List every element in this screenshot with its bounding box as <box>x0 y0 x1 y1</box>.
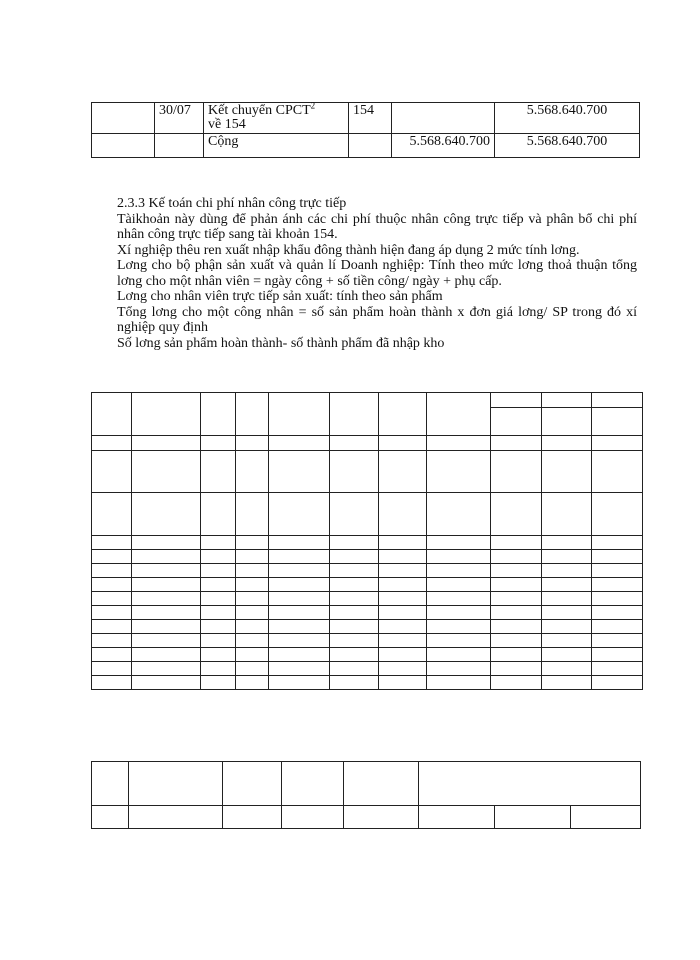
grid-cell <box>542 634 592 648</box>
grid-cell <box>92 493 132 536</box>
grid-cell <box>201 493 236 536</box>
grid-cell <box>330 550 379 564</box>
grid-cell <box>269 393 330 436</box>
grid-cell <box>542 648 592 662</box>
grid-cell <box>201 393 236 436</box>
grid-cell <box>592 493 643 536</box>
grid-cell <box>379 536 427 550</box>
grid-cell <box>379 564 427 578</box>
grid-cell <box>330 578 379 592</box>
grid-cell <box>330 648 379 662</box>
grid-cell <box>592 451 643 493</box>
grid-cell <box>92 634 132 648</box>
grid-cell <box>491 620 542 634</box>
grid-cell <box>132 536 201 550</box>
grid-cell <box>201 662 236 676</box>
grid-cell <box>491 493 542 536</box>
grid-cell <box>542 606 592 620</box>
grid-cell <box>92 578 132 592</box>
grid-cell <box>491 662 542 676</box>
grid-cell <box>236 451 269 493</box>
grid-cell <box>132 550 201 564</box>
grid-cell <box>92 592 132 606</box>
grid-cell <box>201 578 236 592</box>
grid-cell <box>592 620 643 634</box>
grid-cell <box>201 606 236 620</box>
grid-cell <box>491 592 542 606</box>
paragraph: Lơng cho bộ phận sản xuất và quản lí Doanh nghiệp: Tính theo mức lơng thoả thuận tổng lơng cho một nhân viên = ngày công + số tiền công/ ngày + phụ cấp. <box>117 258 637 289</box>
ledger-date: 30/07 <box>155 103 204 134</box>
grid-cell <box>491 564 542 578</box>
grid-cell <box>92 606 132 620</box>
ledger-table <box>91 102 640 158</box>
grid-cell <box>427 493 491 536</box>
ledger-account <box>349 134 392 158</box>
grid-cell <box>379 648 427 662</box>
grid-row <box>92 578 643 592</box>
grid-cell <box>542 451 592 493</box>
grid-row <box>92 536 643 550</box>
grid-cell <box>269 606 330 620</box>
grid-cell <box>379 393 427 436</box>
grid-cell <box>427 634 491 648</box>
grid-cell <box>571 806 641 829</box>
grid-cell <box>92 564 132 578</box>
grid-cell <box>592 606 643 620</box>
grid-cell <box>379 451 427 493</box>
grid-cell <box>132 634 201 648</box>
grid-cell <box>132 393 201 436</box>
grid-cell <box>542 493 592 536</box>
grid-cell <box>92 676 132 690</box>
grid-cell <box>201 564 236 578</box>
ledger-description <box>204 100 349 134</box>
grid-cell <box>330 436 379 451</box>
grid-row <box>92 592 643 606</box>
grid-cell <box>379 578 427 592</box>
paragraph: Lơng cho nhân viên trực tiếp sản xuất: tính theo sản phẩm <box>117 289 443 304</box>
grid-row <box>92 676 643 690</box>
grid-cell <box>269 592 330 606</box>
grid-cell <box>132 493 201 536</box>
grid-cell <box>491 408 542 436</box>
grid-cell <box>236 436 269 451</box>
grid-cell <box>132 648 201 662</box>
grid-cell <box>542 393 592 408</box>
grid-cell <box>236 536 269 550</box>
grid-cell <box>592 393 643 408</box>
grid-cell <box>92 648 132 662</box>
grid-cell <box>427 451 491 493</box>
grid-cell <box>542 578 592 592</box>
grid-cell <box>269 578 330 592</box>
grid-cell <box>427 578 491 592</box>
grid-cell <box>427 648 491 662</box>
grid-cell <box>427 564 491 578</box>
grid-cell <box>592 536 643 550</box>
grid-cell <box>491 451 542 493</box>
grid-cell <box>129 806 223 829</box>
grid-cell <box>427 662 491 676</box>
ledger-credit: 5.568.640.700 <box>495 103 640 134</box>
ledger-description-text: Kết chuyển CPCT <box>208 103 311 118</box>
grid-cell <box>129 762 223 806</box>
grid-cell <box>269 634 330 648</box>
grid-cell <box>92 536 132 550</box>
grid-cell <box>330 393 379 436</box>
grid-cell <box>491 393 542 408</box>
grid-cell <box>542 408 592 436</box>
ledger-debit: 5.568.640.700 <box>392 134 495 158</box>
grid-cell <box>236 634 269 648</box>
ledger-row <box>92 134 640 158</box>
grid-cell <box>427 550 491 564</box>
ledger-footnote-mark: 2 <box>310 100 316 111</box>
grid-row <box>92 564 643 578</box>
grid-cell <box>344 806 419 829</box>
grid-cell <box>379 550 427 564</box>
grid-cell <box>236 662 269 676</box>
ledger-row <box>92 103 640 134</box>
grid-cell <box>427 436 491 451</box>
grid-row <box>92 662 643 676</box>
grid-cell <box>592 564 643 578</box>
grid-cell <box>491 676 542 690</box>
ledger-description <box>204 134 349 158</box>
grid-cell <box>542 436 592 451</box>
grid-cell <box>132 676 201 690</box>
grid-cell <box>379 493 427 536</box>
payroll-grid <box>91 392 643 690</box>
grid-cell <box>282 762 344 806</box>
grid-cell <box>330 536 379 550</box>
grid-cell <box>419 762 641 806</box>
grid-cell <box>542 550 592 564</box>
grid-cell <box>542 592 592 606</box>
grid-cell <box>269 493 330 536</box>
grid-cell <box>92 762 129 806</box>
grid-cell <box>592 592 643 606</box>
grid-cell <box>542 536 592 550</box>
grid-cell <box>379 436 427 451</box>
grid-cell <box>330 676 379 690</box>
grid-cell <box>592 550 643 564</box>
grid-cell <box>269 564 330 578</box>
ledger-cell <box>92 103 155 134</box>
ledger-credit: 5.568.640.700 <box>495 134 640 158</box>
grid-cell <box>427 676 491 690</box>
grid-cell <box>201 592 236 606</box>
grid-cell <box>201 634 236 648</box>
grid-cell <box>491 606 542 620</box>
grid-cell <box>592 676 643 690</box>
grid-cell <box>491 536 542 550</box>
grid-cell <box>132 620 201 634</box>
paragraph: Số lơng sản phẩm hoàn thành- số thành phẩm đã nhập kho <box>117 335 445 351</box>
section-heading: 2.3.3 Kế toán chi phí nhân công trực tiếp <box>117 196 347 211</box>
grid-cell <box>379 676 427 690</box>
grid-cell <box>592 634 643 648</box>
grid-cell <box>269 648 330 662</box>
grid-cell <box>269 550 330 564</box>
grid-cell <box>491 634 542 648</box>
grid-cell <box>236 676 269 690</box>
grid-cell <box>427 620 491 634</box>
grid-cell <box>427 606 491 620</box>
grid-row <box>92 648 643 662</box>
grid-cell <box>223 806 282 829</box>
grid-cell <box>344 762 419 806</box>
grid-cell <box>491 550 542 564</box>
grid-cell <box>92 436 132 451</box>
grid-cell <box>92 393 132 436</box>
grid-cell <box>427 592 491 606</box>
grid-cell <box>330 592 379 606</box>
grid-cell <box>201 536 236 550</box>
paragraph: Tàikhoản này dùng để phản ánh các chi phí thuộc nhân công trực tiếp và phân bổ chi phí nhân công trực tiếp sang tài khoản 154. <box>117 211 637 242</box>
grid-cell <box>592 436 643 451</box>
grid-cell <box>379 592 427 606</box>
grid-cell <box>379 606 427 620</box>
grid-row <box>92 634 643 648</box>
grid-cell <box>427 536 491 550</box>
grid-cell <box>379 620 427 634</box>
grid-row <box>92 806 641 829</box>
ledger-description-text: Cộng <box>208 134 239 149</box>
grid-cell <box>592 408 643 436</box>
grid-cell <box>132 564 201 578</box>
grid-cell <box>236 493 269 536</box>
grid-cell <box>542 564 592 578</box>
grid-cell <box>92 451 132 493</box>
grid-cell <box>132 662 201 676</box>
grid-cell <box>592 578 643 592</box>
grid-cell <box>201 550 236 564</box>
grid-cell <box>236 620 269 634</box>
grid-row <box>92 493 643 536</box>
grid-cell <box>379 662 427 676</box>
grid-cell <box>236 550 269 564</box>
paragraph: Xí nghiệp thêu ren xuất nhập khẩu đông thành hiện đang áp dụng 2 mức tính lơng. <box>117 242 580 258</box>
grid-cell <box>132 451 201 493</box>
paragraph: Tổng lơng cho một công nhân = số sản phẩm hoàn thành x đơn giá lơng/ SP trong đó xí nghiệp quy định <box>117 304 637 335</box>
grid-row <box>92 393 643 408</box>
grid-cell <box>330 634 379 648</box>
grid-cell <box>201 451 236 493</box>
section-text <box>117 196 637 351</box>
grid-cell <box>92 806 129 829</box>
grid-cell <box>542 676 592 690</box>
ledger-cell <box>92 134 155 158</box>
grid-cell <box>542 620 592 634</box>
grid-row <box>92 606 643 620</box>
grid-cell <box>330 493 379 536</box>
grid-cell <box>379 634 427 648</box>
grid-cell <box>236 648 269 662</box>
grid-cell <box>269 536 330 550</box>
grid-cell <box>269 662 330 676</box>
grid-cell <box>92 550 132 564</box>
grid-cell <box>236 393 269 436</box>
grid-cell <box>542 662 592 676</box>
grid-cell <box>92 620 132 634</box>
grid-cell <box>282 806 344 829</box>
grid-cell <box>201 648 236 662</box>
grid-cell <box>592 662 643 676</box>
grid-row <box>92 436 643 451</box>
grid-cell <box>269 451 330 493</box>
grid-cell <box>236 592 269 606</box>
grid-cell <box>491 648 542 662</box>
grid-cell <box>132 592 201 606</box>
ledger-description-line2: về 154 <box>208 117 246 132</box>
grid-cell <box>236 564 269 578</box>
grid-row <box>92 550 643 564</box>
grid-cell <box>201 620 236 634</box>
grid-cell <box>223 762 282 806</box>
grid-cell <box>495 806 571 829</box>
grid-cell <box>491 578 542 592</box>
grid-row <box>92 620 643 634</box>
grid-row <box>92 762 641 806</box>
grid-cell <box>419 806 495 829</box>
grid-cell <box>330 662 379 676</box>
grid-cell <box>132 606 201 620</box>
grid-cell <box>427 393 491 436</box>
grid-cell <box>236 578 269 592</box>
grid-cell <box>592 648 643 662</box>
ledger-debit <box>392 103 495 134</box>
grid-cell <box>201 436 236 451</box>
grid-cell <box>132 436 201 451</box>
grid-cell <box>236 606 269 620</box>
grid-cell <box>330 606 379 620</box>
grid-cell <box>269 620 330 634</box>
grid-cell <box>491 436 542 451</box>
grid-cell <box>201 676 236 690</box>
ledger-date <box>155 134 204 158</box>
grid-cell <box>132 578 201 592</box>
grid-cell <box>330 620 379 634</box>
grid-cell <box>269 436 330 451</box>
grid-row <box>92 451 643 493</box>
bottom-grid <box>91 761 641 829</box>
ledger-account: 154 <box>349 103 392 134</box>
grid-cell <box>92 662 132 676</box>
grid-cell <box>269 676 330 690</box>
grid-cell <box>330 451 379 493</box>
grid-cell <box>330 564 379 578</box>
